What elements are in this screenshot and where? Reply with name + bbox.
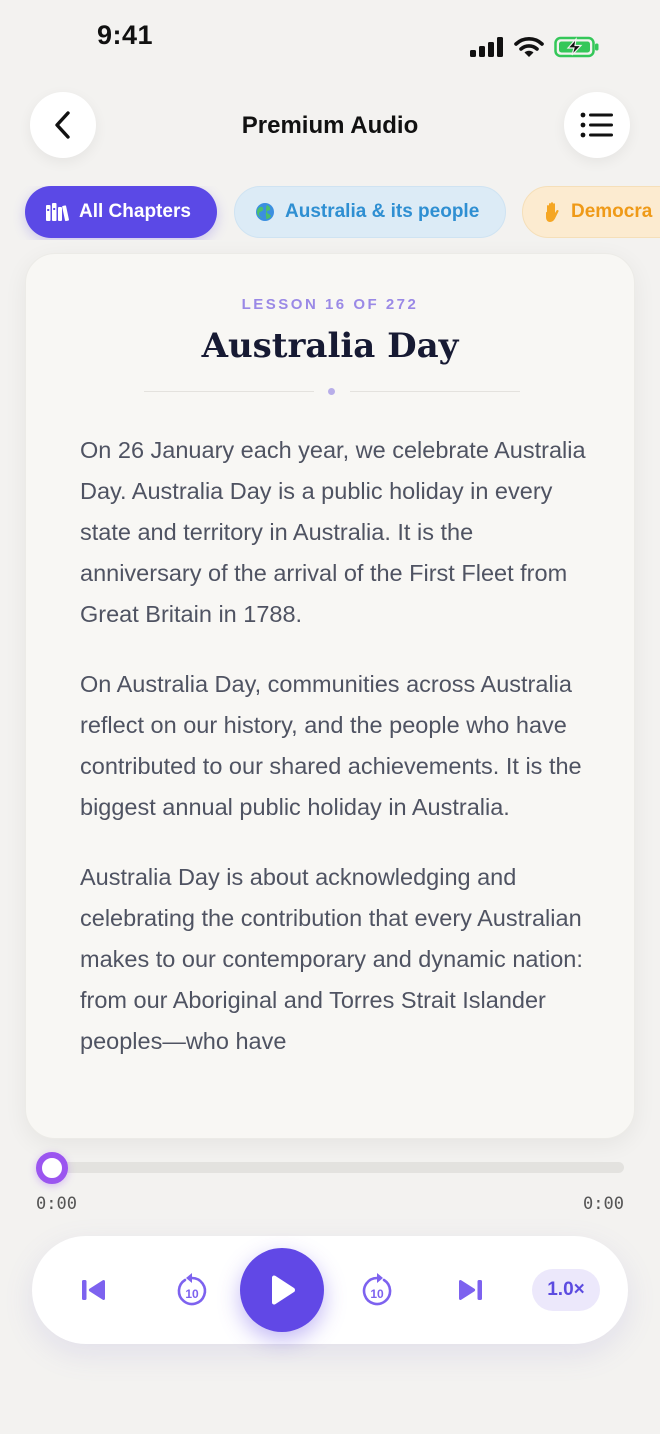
progress-track xyxy=(36,1162,624,1173)
skip-previous-icon xyxy=(81,1279,107,1301)
page-title: Premium Audio xyxy=(241,112,419,139)
wifi-icon xyxy=(514,36,544,58)
current-time: 0:00 xyxy=(36,1194,77,1214)
list-icon xyxy=(580,112,614,138)
forward-10-button[interactable] xyxy=(356,1269,398,1311)
playback-progress-slider[interactable] xyxy=(36,1152,624,1184)
forward-seconds: 10 xyxy=(370,1287,384,1301)
chapter-list-button[interactable] xyxy=(564,92,630,158)
rewind-10-button[interactable] xyxy=(171,1269,213,1311)
playback-speed-button[interactable]: 1.0× xyxy=(532,1269,600,1311)
cellular-signal-icon xyxy=(470,37,504,57)
lesson-text xyxy=(80,430,590,1091)
chip-label: All Chapters xyxy=(79,201,191,222)
status-bar xyxy=(0,0,660,80)
lesson-paragraph: On 26 January each year, we celebrate Australia Day. Australia Day is a public holiday in every state and territory in Australia. It is the anniversary of the arrival of the First Fleet from Great Britain in 1788. xyxy=(80,437,586,627)
status-icons xyxy=(470,36,600,58)
chip-all-chapters[interactable] xyxy=(25,186,217,238)
play-icon xyxy=(267,1274,297,1306)
chip-label: Democra xyxy=(571,201,653,222)
books-icon xyxy=(45,202,69,222)
globe-icon xyxy=(255,202,275,222)
forward-10-icon xyxy=(360,1272,394,1308)
lesson-card xyxy=(25,253,635,1139)
header xyxy=(0,92,660,162)
chapter-filter-bar xyxy=(0,186,660,240)
previous-lesson-button[interactable] xyxy=(76,1272,112,1308)
total-time: 0:00 xyxy=(583,1194,624,1214)
progress-knob[interactable] xyxy=(36,1152,68,1184)
player-controls xyxy=(32,1236,628,1344)
status-time: 9:41 xyxy=(97,20,154,50)
play-button[interactable] xyxy=(240,1248,324,1332)
battery-charging-icon xyxy=(554,36,600,58)
lesson-paragraph: Australia Day is about acknowledging and celebrating the contribution that every Australian makes to our contemporary and dynamic nation: from our Aboriginal and Torres Strait Islander peoples—who have xyxy=(80,864,583,1054)
chip-democracy[interactable] xyxy=(522,186,660,238)
rewind-10-icon xyxy=(175,1272,209,1308)
chip-label: Australia & its people xyxy=(285,201,480,222)
lesson-title: Australia Day xyxy=(201,326,459,366)
skip-next-icon xyxy=(457,1279,483,1301)
lesson-paragraph: On Australia Day, communities across Australia reflect on our history, and the people who have contributed to our shared achievements. It is the biggest annual public holiday in Australia. xyxy=(80,671,582,820)
title-divider xyxy=(144,391,520,393)
next-lesson-button[interactable] xyxy=(452,1272,488,1308)
rewind-seconds: 10 xyxy=(185,1287,199,1301)
chip-australia-its-people[interactable] xyxy=(234,186,506,238)
lesson-counter: LESSON 16 OF 272 xyxy=(241,296,419,313)
raised-hand-icon xyxy=(543,201,561,223)
